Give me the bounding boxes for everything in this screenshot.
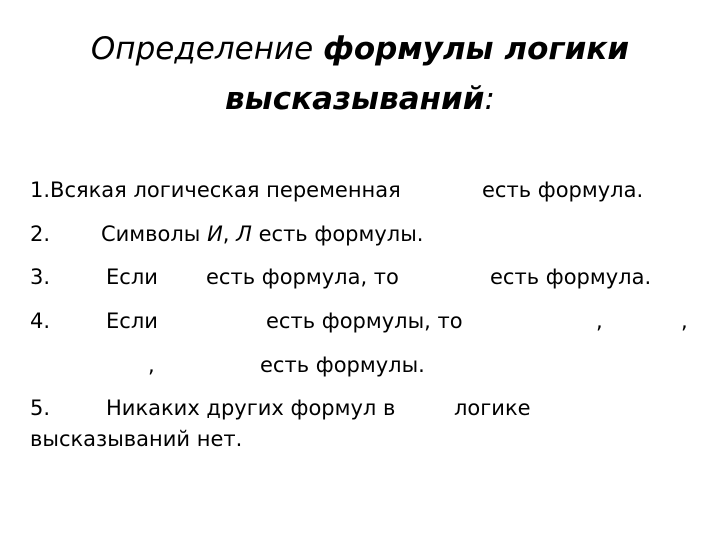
item-3-number: 3. <box>30 265 51 289</box>
item-2-symbol-l: Л <box>236 222 252 246</box>
item-2-number: 2. <box>30 222 51 246</box>
title-bold-2: высказываний <box>225 81 485 117</box>
item-2-pre: Символы <box>101 222 208 246</box>
title-colon: : <box>484 81 495 117</box>
title-bold-1: формулы логики <box>323 31 630 67</box>
item-3-mid: есть формула, то <box>206 265 399 289</box>
item-5-continuation: высказываний нет. <box>30 427 243 451</box>
title-plain: Определение <box>90 31 324 67</box>
item-3-tail: есть формула. <box>490 265 652 289</box>
item-2-text <box>101 220 423 248</box>
item-4-comma-2: , <box>681 309 688 333</box>
item-5-number: 5. <box>30 396 51 420</box>
item-4-mid: есть формулы, то <box>266 309 463 333</box>
item-4-comma-3: , <box>148 353 155 377</box>
item-4-comma-1: , <box>596 309 603 333</box>
item-1-tail: есть формула. <box>482 178 644 202</box>
item-4-tail: есть формулы. <box>260 353 425 377</box>
item-2-symbol-i: И <box>207 222 223 246</box>
item-5-text: Никаких других формул в <box>106 396 396 420</box>
item-5-text-2: логике <box>454 396 531 420</box>
item-3-if: Если <box>106 265 158 289</box>
item-2-sep: , <box>222 222 237 246</box>
item-2-tail: есть формулы. <box>251 222 424 246</box>
item-1-text: 1.Всякая логическая переменная <box>30 178 401 202</box>
slide-title <box>0 24 720 124</box>
item-4-number: 4. <box>30 309 51 333</box>
item-4-if: Если <box>106 309 158 333</box>
